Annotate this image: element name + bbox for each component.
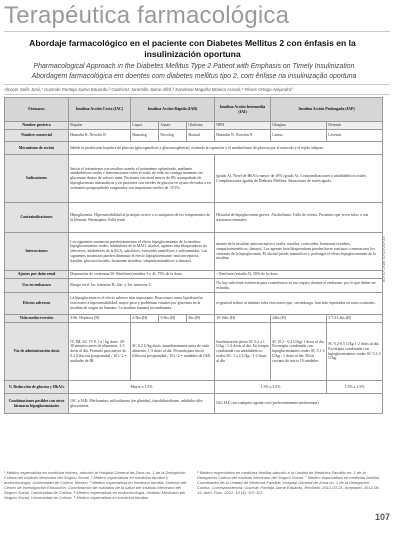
cell-interacciones-right: miante de la insulina: anticonceptivos orales, tiazidas, corticoides, hormonas tiroideas, simpaticomiméticos, danazol. Los agentes beta bloqueadores pueden hacer confusos o enmascarar los síntomas de la hipoglucemia. El alcohol puede intensificar y prolongar el efecto hipoglucemiante de la insulina. xyxy=(215,233,383,271)
cell-combinaciones-left: IAC e IAR: Metformina, sulfonilureas (en glinidas), tiazolidinedionas, inhibidor alfa-glucosidasa. xyxy=(69,394,215,414)
row-label-adversos: Efectos adversos xyxy=(5,293,69,315)
cell-admin-regular: IV, IM, SC. IV 0.1 u / kg dosis. 20-30 minutos antes de alimentos. 1-3 dosis al día. Fórmula para mayor de 0.2 (Glucosa postprandial / 10) / 2 = unidades de IR. xyxy=(69,323,131,381)
authors-divider-bottom xyxy=(4,94,390,95)
table-row xyxy=(5,293,383,315)
cell-vida-glulisina: 5hs (H) xyxy=(187,315,215,323)
header-insulina-rapida: Insulina Acción Rápida (IAR) xyxy=(131,98,215,122)
section-title: Terapéutica farmacológica xyxy=(4,2,290,29)
row-label-ajustes: Ajustes por daño renal xyxy=(5,271,69,279)
article-title: Abordaje farmacológico en el paciente con Diabetes Mellitus 2 con énfasis en la insulinización oportuna xyxy=(29,38,356,59)
cell-humulin-n: Humulin N, Novolin N xyxy=(215,130,271,142)
cell-ajustes-left: Depuración de creatinina 50-10ml/min (estadios 3 y 4): 75% de la dosis. xyxy=(69,271,215,279)
table-row xyxy=(5,155,383,203)
row-label-mecanismo: Mecanismo de acción xyxy=(5,142,69,155)
table-row xyxy=(5,130,383,142)
cell-regular: Regular xyxy=(69,122,131,130)
table-row xyxy=(5,271,383,279)
row-label-reduccion: % Reducción de glucosa y HbA1c xyxy=(5,381,69,394)
cell-contraindicaciones-right: Historial de hipoglucemias graves. Alcoholismo. Falla de cetosis. Pacientes que viven solos o con trastornos mentales. xyxy=(215,203,383,233)
cell-embarazo-right: No hay suficiente evidencia para considerarse su uso seguro durante el embarazo, por lo que deben ser evitadas. xyxy=(215,279,383,293)
footnotes-left: ¹ Médico especialista en medicina interna, adscrito al Hospital General de Zona no. 1 de la Delegación Colima del Instituto Mexicano del Seguro Social. ² Médico especialista en medicina familiar y endocrinología, Universidad de Colima, México. ³ Médico especialista en medicina familiar, Director del Centro de Investigación Educación. Coordinación de cuidados de la salud del Instituto Mexicano del Seguro Social, Universidad de Colima. ⁴ Médico especialista en endocrinología, Instituto Mexicano del Seguro Social, Universidad de Colima. ⁵ Médico especialista en medicina familiar. xyxy=(4,470,187,500)
cell-lispro: Lispro xyxy=(131,122,159,130)
cell-vida-detemir: 5.7-23.2hs (H) xyxy=(327,315,383,323)
cell-novolog: Novolog xyxy=(159,130,187,142)
row-label-nombre-generico: Nombre genérico xyxy=(5,122,69,130)
cell-aspart: Aspart xyxy=(159,122,187,130)
cell-humalog: Humalog xyxy=(131,130,159,142)
cell-vida-aspart: 3-5hs (H) xyxy=(159,315,187,323)
cell-glulisina: Glulisina xyxy=(187,122,215,130)
table-row xyxy=(5,203,383,233)
row-label-administracion: Vía de administración dosis xyxy=(5,323,69,381)
header-insulina-intermedia: Insulina Acción Intermedia (IAI) xyxy=(215,98,271,122)
cell-shotnal: Shotnal xyxy=(187,130,215,142)
row-label-nombre-comercial: Nombre comercial xyxy=(5,130,69,142)
cell-humulin-r: Humulin R, Novolin R xyxy=(69,130,131,142)
table-row xyxy=(5,142,383,155)
row-label-indicaciones: Indicaciones xyxy=(5,155,69,203)
header-farmacos: Fármacos xyxy=(5,98,69,122)
table-row xyxy=(5,233,383,271)
row-label-combinaciones: Combinaciones posibles con otros fármacos hipoglucemiantes xyxy=(5,394,69,414)
table-row xyxy=(5,122,383,130)
article-title-portuguese: Abordagem farmacológica em doentes com diabetes mellitus tipo 2, com ênfase na insulinização oportuna xyxy=(31,73,357,80)
cell-reduccion-mid: 1.5% a 3.5% xyxy=(215,381,327,394)
cell-vida-nph: 10-16hs (H) xyxy=(215,315,271,323)
row-label-vida-media: Vida media eversión xyxy=(5,315,69,323)
cell-combinaciones-right: IAI, IAP, con cualquier agente oral (preferentemente metformina). xyxy=(215,394,383,414)
cell-vida-glargina: 24hs (H) xyxy=(271,315,327,323)
cell-mecanismo: Inhibe la producción hepática de glucosa (glucogenólisis y gluconeogénesis), estimula la captación y el metabolismo de glucosa por el músculo y el tejido adiposo. xyxy=(69,142,383,155)
table-row xyxy=(5,279,383,293)
cell-reduccion-left: Mayor a 1.5% xyxy=(69,381,215,394)
article-title-english: Pharmacological Approach in the Diabetes Mellitus Type 2 Patient with Emphasis on Timely Insulinization xyxy=(33,63,355,70)
cell-ajustes-right: <10ml/min (estadio 5): 50% de la dosis. xyxy=(215,271,383,279)
page-number: 107 xyxy=(375,512,391,522)
cell-vida-lispro: 2-5hs (H) xyxy=(131,315,159,323)
table-row xyxy=(5,394,383,414)
cell-admin-glargina: SC (0.2 - 0.4 U/kg) 1 dosis al día. En terapia combinada con hipoglucemiantes orales SC 0.1-2 U/kg / 1 dosis al día. Dosis cercano de inicio 10 unidades. xyxy=(271,323,327,381)
row-label-embarazo: Uso en embarazo xyxy=(5,279,69,293)
header-insulina-corta: Insulina Acción Corta (IAC) xyxy=(69,98,131,122)
cell-glargina: Glargina xyxy=(271,122,327,130)
cell-adversos-right: es general reduce al mínimo tales reacciones que, sin embargo, han sido reportadas en raras ocasiones. xyxy=(215,293,383,315)
footnotes-right: ⁶ Médico especialista en medicina familiar adscrito a la Unidad de Medicina Familiar no. 1 de la Delegación Colima del Instituto Mexicano del Seguro Social. ⁷ Médico especialista en medicina familiar, Coordinador de la Unidad de Medicina Familiar, Hospital General de Zona no. 1 de la Delegación Colima. Correspondencia: Guzmán Pantoja Jaime Eduardo. Recibido: 2012-03-21. Aceptado: 2012-06-19. Aten. Fam. 2012; 19 (4): 107-112. xyxy=(197,470,381,495)
cell-embarazo-left: Riesgo en el 1er. trimestre B; 2do. y 3er. trimestre C. xyxy=(69,279,215,293)
table-row xyxy=(5,381,383,394)
cell-admin-nph: Insulinización plena SC 0.2 a 1 U/kg / 1-2 dosis al día. En terapia combinada con antidiabéticos orales SC. 1 a 2 U/kg / 1-2 dosis al día. xyxy=(215,323,271,381)
cell-vida-regular: 3-6h. Hepática (H) xyxy=(69,315,131,323)
cell-levemir: Levemir xyxy=(327,130,383,142)
table-header-row xyxy=(5,98,383,122)
cell-contraindicaciones-left: Hipoglucemia. Hipersensibilidad al principio activo o a cualquiera de los componentes de la fórmula. Retinopatía. Falla renal. xyxy=(69,203,215,233)
insulin-table xyxy=(4,97,383,414)
table-row xyxy=(5,323,383,381)
row-label-interacciones: Interacciones xyxy=(5,233,69,271)
cell-admin-ultra: SC 0.2 U/kg dosis, inmediatamente antes de cada alimento, 1-3 dosis al día. Fórmula para inicio (Glucosa postprandial / 10) / 2 = unidades de IAR. xyxy=(131,323,215,381)
row-label-contraindicaciones: Contraindicaciones xyxy=(5,203,69,233)
author-list: Alcocer Solís José,¹ Guzmán Pantoja Jaime Eduardo,² Gutiérrez Jaramillo Jaime Alfré,³ Sandoval Magaña Mónica Araceli,⁴ Flores Ortega Alejandro⁵ xyxy=(4,87,294,92)
header-insulina-prolongada: Insulina Acción Prolongada (IAP) xyxy=(271,98,383,122)
cell-reduccion-right: 1.5% a 3.5% xyxy=(327,381,383,394)
cell-nph: NPH xyxy=(215,122,271,130)
cell-detemir: Detemir xyxy=(327,122,383,130)
cell-indicaciones-left: Iniciar el tratamiento con insulina cuando el tratamiento optimizado, mediante antidiabéticos orales e intervenciones sobre el estilo de vida, no consiga mantener las glucemias dentro de valores meta. Pacientes con nivel mayor de 8% acompañado de hiperglucemias sintomáticas y en pacientes con niveles de glucosa en ayuno elevados o en exámenes postprandiales exagerados son importante niveles de >8.5%. xyxy=(69,155,215,203)
title-divider xyxy=(4,31,390,32)
authors-divider-top xyxy=(4,84,390,85)
cell-admin-detemir: SC 0.2-0.5 U/kg 1-2 dosis al día. En terapia combinada con hipoglucemiantes orales SC 0.1-2 U/kg. xyxy=(327,323,383,381)
cell-indicaciones-right: (grado A). Nivel de HbA1c mayor de 10% (grado A). Contraindicaciones a antidiabéticos orales. Complicaciones agudas de Diabetes Mellitus. Situaciones de estrés agudo. xyxy=(215,155,383,203)
cell-adversos-left: La hipoglucemia es el efecto adverso más importante. Reacciones como lipodistrofia, reacciones a hipersensibilidad, mayor peso y problemas visuales por glucemia en la insulina de origen no humano. La insulina humana recombinante. xyxy=(69,293,215,315)
sidebar-code: SD-07-02-01 PDC-01-09 xyxy=(381,236,386,283)
table-row xyxy=(5,315,383,323)
cell-lantus: Lantus xyxy=(271,130,327,142)
cell-interacciones-left: Los siguientes sustancias pueden aumentar el efecto hipoglucemiante de la insulina: hipoglucemiantes orales, inhibidores de la MAO, alcohol, agentes beta bloqueadores no selectivos, inhibidores de la ECA, salicilatos, esteroides anabólicos y sulfonamidas. Las siguientes sustancias pueden disminuir el efecto hipoglucemiante: anticonceptivos, tiazidas, glucocorticoides, hormonas tiroideas, simpaticomiméticos y danazol. xyxy=(69,233,215,271)
